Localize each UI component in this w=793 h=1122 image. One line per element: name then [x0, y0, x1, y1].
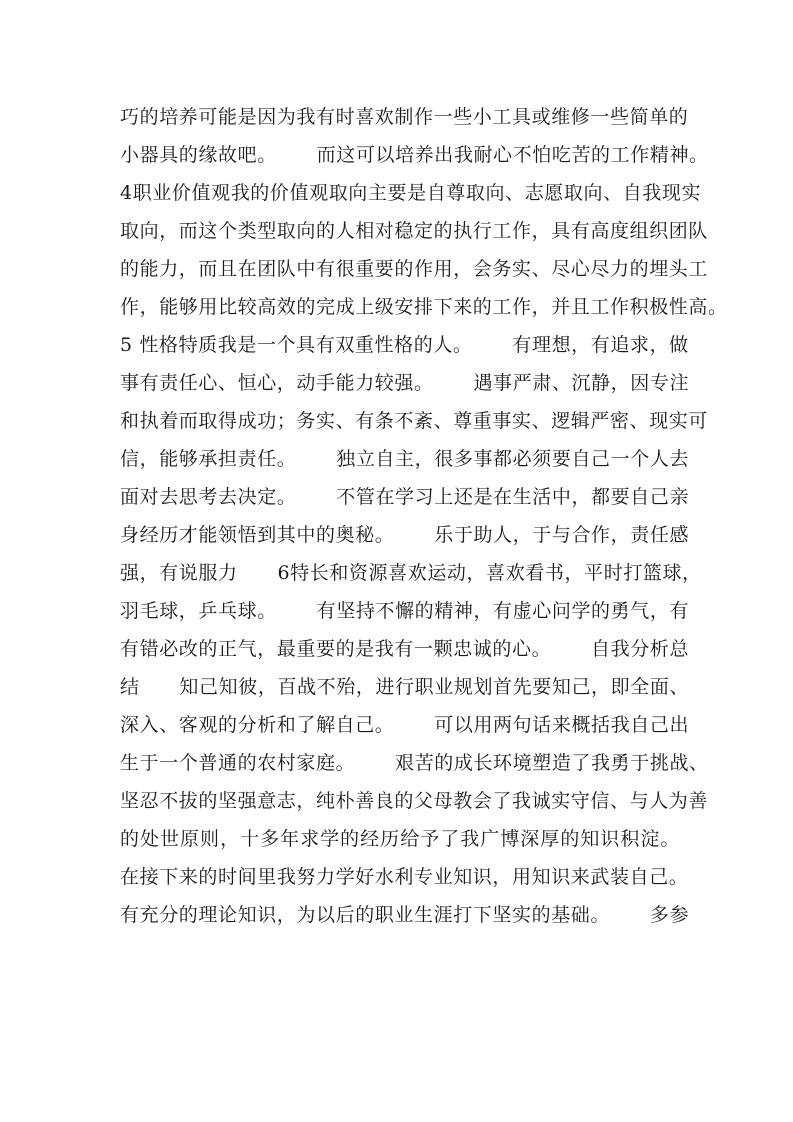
text-line: 作，能够用比较高效的完成上级安排下来的工作，并且工作积极性高。	[120, 296, 728, 318]
text-line: 身经历才能领悟到其中的奥秘。 乐于助人，于与合作，责任感	[120, 524, 690, 546]
text-line: 有充分的理论知识，为以后的职业生涯打下坚实的基础。 多参	[120, 904, 690, 926]
text-line: 有错必改的正气，最重要的是我有一颗忠诚的心。 自我分析总	[120, 638, 690, 660]
text-line: 巧的培养可能是因为我有时喜欢制作一些小工具或维修一些简单的	[120, 106, 689, 128]
text-line: 面对去思考去决定。 不管在学习上还是在生活中，都要自己亲	[120, 486, 690, 508]
text-line: 和执着而取得成功；务实、有条不紊、尊重事实、逻辑严密、现实可	[120, 410, 709, 432]
text-line: 5 性格特质我是一个具有双重性格的人。 有理想，有追求，做	[120, 334, 689, 356]
document-text-body	[120, 98, 728, 934]
text-line: 生于一个普通的农村家庭。 艰苦的成长环境塑造了我勇于挑战、	[120, 752, 709, 774]
text-line: 结 知己知彼，百战不殆，进行职业规划首先要知己，即全面、	[120, 676, 690, 698]
text-line: 事有责任心、恒心，动手能力较强。 遇事严肃、沉静，因专注	[120, 372, 690, 394]
text-line: 取向，而这个类型取向的人相对稳定的执行工作，具有高度组织团队	[120, 220, 709, 242]
text-line: 在接下来的时间里我努力学好水利专业知识，用知识来武装自己。	[120, 866, 689, 888]
text-line: 深入、客观的分析和了解自己。 可以用两句话来概括我自己出	[120, 714, 690, 736]
text-line: 4职业价值观我的价值观取向主要是自尊取向、志愿取向、自我现实	[120, 182, 702, 204]
text-line: 信，能够承担责任。 独立自主，很多事都必须要自己一个人去	[120, 448, 690, 470]
text-line: 强，有说服力 6特长和资源喜欢运动，喜欢看书，平时打篮球，	[120, 562, 702, 584]
text-line: 的处世原则，十多年求学的经历给予了我广博深厚的知识积淀。	[120, 828, 680, 850]
text-line: 的能力，而且在团队中有很重要的作用，会务实、尽心尽力的埋头工	[120, 258, 709, 280]
text-line: 坚忍不拔的坚强意志，纯朴善良的父母教会了我诚实守信、与人为善	[120, 790, 709, 812]
text-line: 小器具的缘故吧。 而这可以培养出我耐心不怕吃苦的工作精神。	[120, 144, 709, 166]
text-line: 羽毛球，乒乓球。 有坚持不懈的精神，有虚心问学的勇气，有	[120, 600, 690, 622]
